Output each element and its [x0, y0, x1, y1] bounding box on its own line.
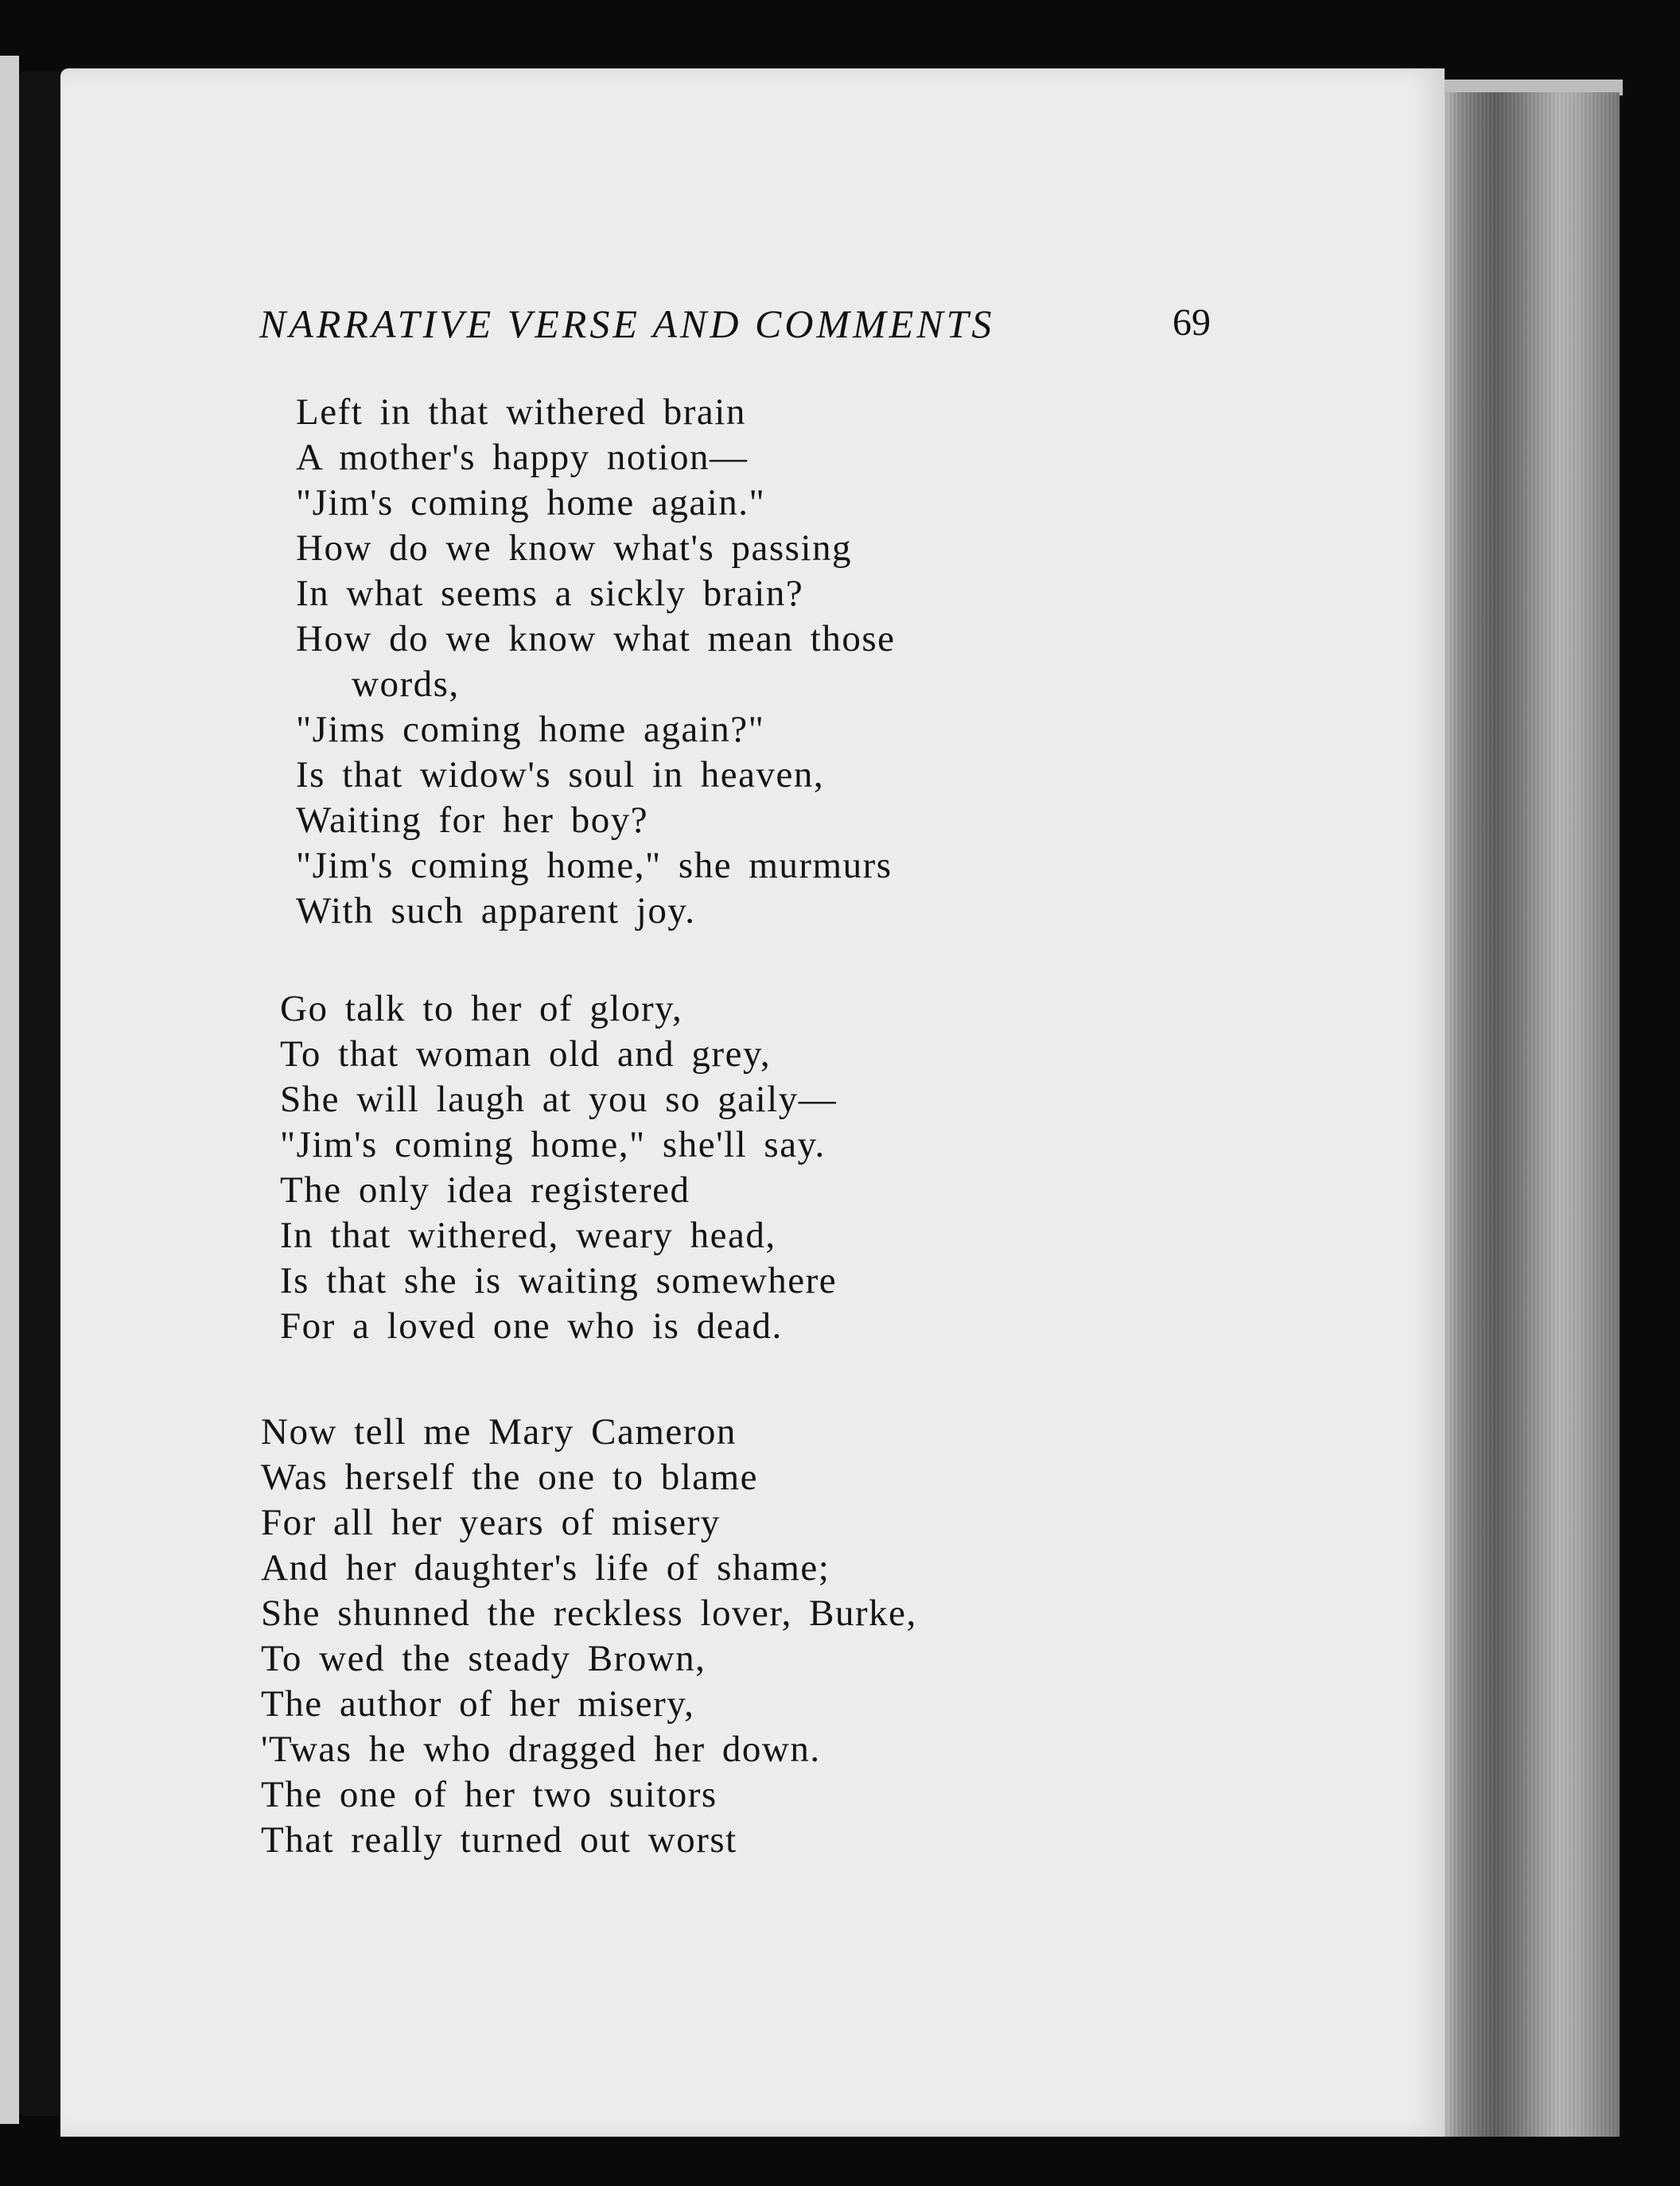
verse-line: Waiting for her boy? [296, 799, 649, 841]
verse-line: Is that she is waiting somewhere [280, 1260, 838, 1301]
running-title: NARRATIVE VERSE AND COMMENTS [259, 301, 995, 346]
verse-line: For a loved one who is dead. [280, 1305, 783, 1347]
verse-line: How do we know what mean those [296, 618, 896, 659]
verse-line: The only idea registered [280, 1169, 690, 1211]
verse-line-continuation: words, [352, 663, 460, 705]
verse-line: In what seems a sickly brain? [296, 573, 804, 614]
verse-line: "Jim's coming home," she murmurs [296, 845, 892, 886]
verse-line: To that woman old and grey, [280, 1033, 772, 1075]
verse-line: For all her years of misery [261, 1502, 721, 1543]
verse-line: How do we know what's passing [296, 527, 852, 569]
verse-line: With such apparent joy. [296, 890, 696, 932]
verse-line: 'Twas he who dragged her down. [261, 1729, 821, 1770]
facing-page-edge [0, 56, 19, 2124]
verse-line: That really turned out worst [261, 1819, 737, 1861]
verse-line: The one of her two suitors [261, 1774, 718, 1815]
verse-line: A mother's happy notion— [296, 437, 749, 478]
verse-line: Go talk to her of glory, [280, 988, 683, 1029]
verse-line: Left in that withered brain [296, 391, 746, 433]
verse-line: "Jim's coming home," she'll say. [280, 1124, 826, 1165]
verse-line: She will laugh at you so gaily— [280, 1079, 838, 1120]
verse-line: Was herself the one to blame [261, 1457, 759, 1498]
verse-line: "Jims coming home again?" [296, 709, 765, 750]
stanza-3 [261, 1410, 917, 1863]
verse-line: Now tell me Mary Cameron [261, 1411, 737, 1453]
verse-line: The author of her misery, [261, 1683, 695, 1725]
verse-line: To wed the steady Brown, [261, 1638, 706, 1679]
page-number: 69 [1172, 301, 1211, 344]
page-stack-edge [1432, 92, 1620, 2137]
verse-line: Is that widow's soul in heaven, [296, 754, 825, 795]
verse-line: In that withered, weary head, [280, 1215, 776, 1256]
stanza-2 [280, 986, 837, 1349]
verse-line: And her daughter's life of shame; [261, 1547, 830, 1589]
book-spine [19, 72, 67, 2116]
page-header [259, 301, 1230, 356]
verse-line: She shunned the reckless lover, Burke, [261, 1593, 917, 1634]
verse-line: "Jim's coming home again." [296, 482, 766, 523]
stanza-1 [296, 390, 895, 934]
